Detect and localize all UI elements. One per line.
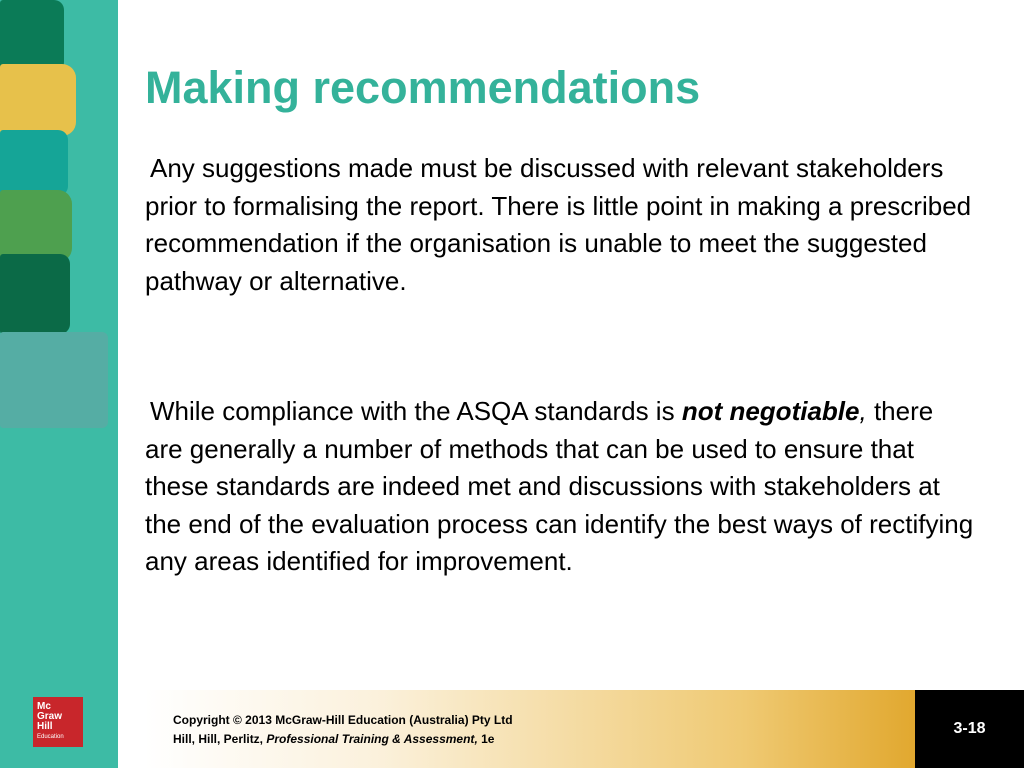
sidebar-tab-light-teal [0,332,108,428]
paragraph-suggestions: Any suggestions made must be discussed with relevant stakeholders prior to formalising the report. There is little point in making a prescribed recommendation if the organisation is unable to meet the suggested pathway or alternative. [145,153,972,296]
mcgraw-hill-logo [33,697,83,747]
paragraph-compliance-rest: there are generally a number of methods that can be used to ensure that these standards are indeed met and discussions with stakeholders at the end of the evaluation process can identify the best ways of rectifying any areas identified for improvement. [145,396,974,576]
decorative-sidebar [0,0,118,768]
emphasis-not-negotiable: not negotiable [681,396,860,426]
footer-authors: Hill, Hill, Perlitz, [173,732,267,746]
footer-bar [145,690,915,768]
page-number: 3-18 [953,720,986,737]
footer-comma: , [474,732,478,746]
sidebar-tab-yellow [0,64,76,136]
slide-title: Making recommendations [145,62,701,113]
logo-text-hill: Hill [37,721,53,732]
paragraph-compliance-lead: While compliance with the ASQA standards is [150,396,682,426]
footer-book-title: Professional Training & Assessment [266,732,475,746]
logo-text-graw: Graw [37,711,63,722]
sidebar-tab-dark-green-2 [0,254,70,334]
page-number-box [915,690,1024,768]
sidebar-tab-dark-green [0,0,64,72]
footer-edition: 1e [477,732,495,746]
sidebar-tab-teal [0,130,68,196]
emphasis-comma: , [859,396,867,426]
sidebar-tab-green [0,190,72,262]
footer-credits [173,711,513,749]
logo-text-mc: Mc [37,701,51,712]
logo-text-education: Education [37,734,64,740]
copyright-notice: Copyright © 2013 McGraw-Hill Education (Australia) Pty Ltd [173,713,513,727]
paragraph-compliance [145,393,975,581]
